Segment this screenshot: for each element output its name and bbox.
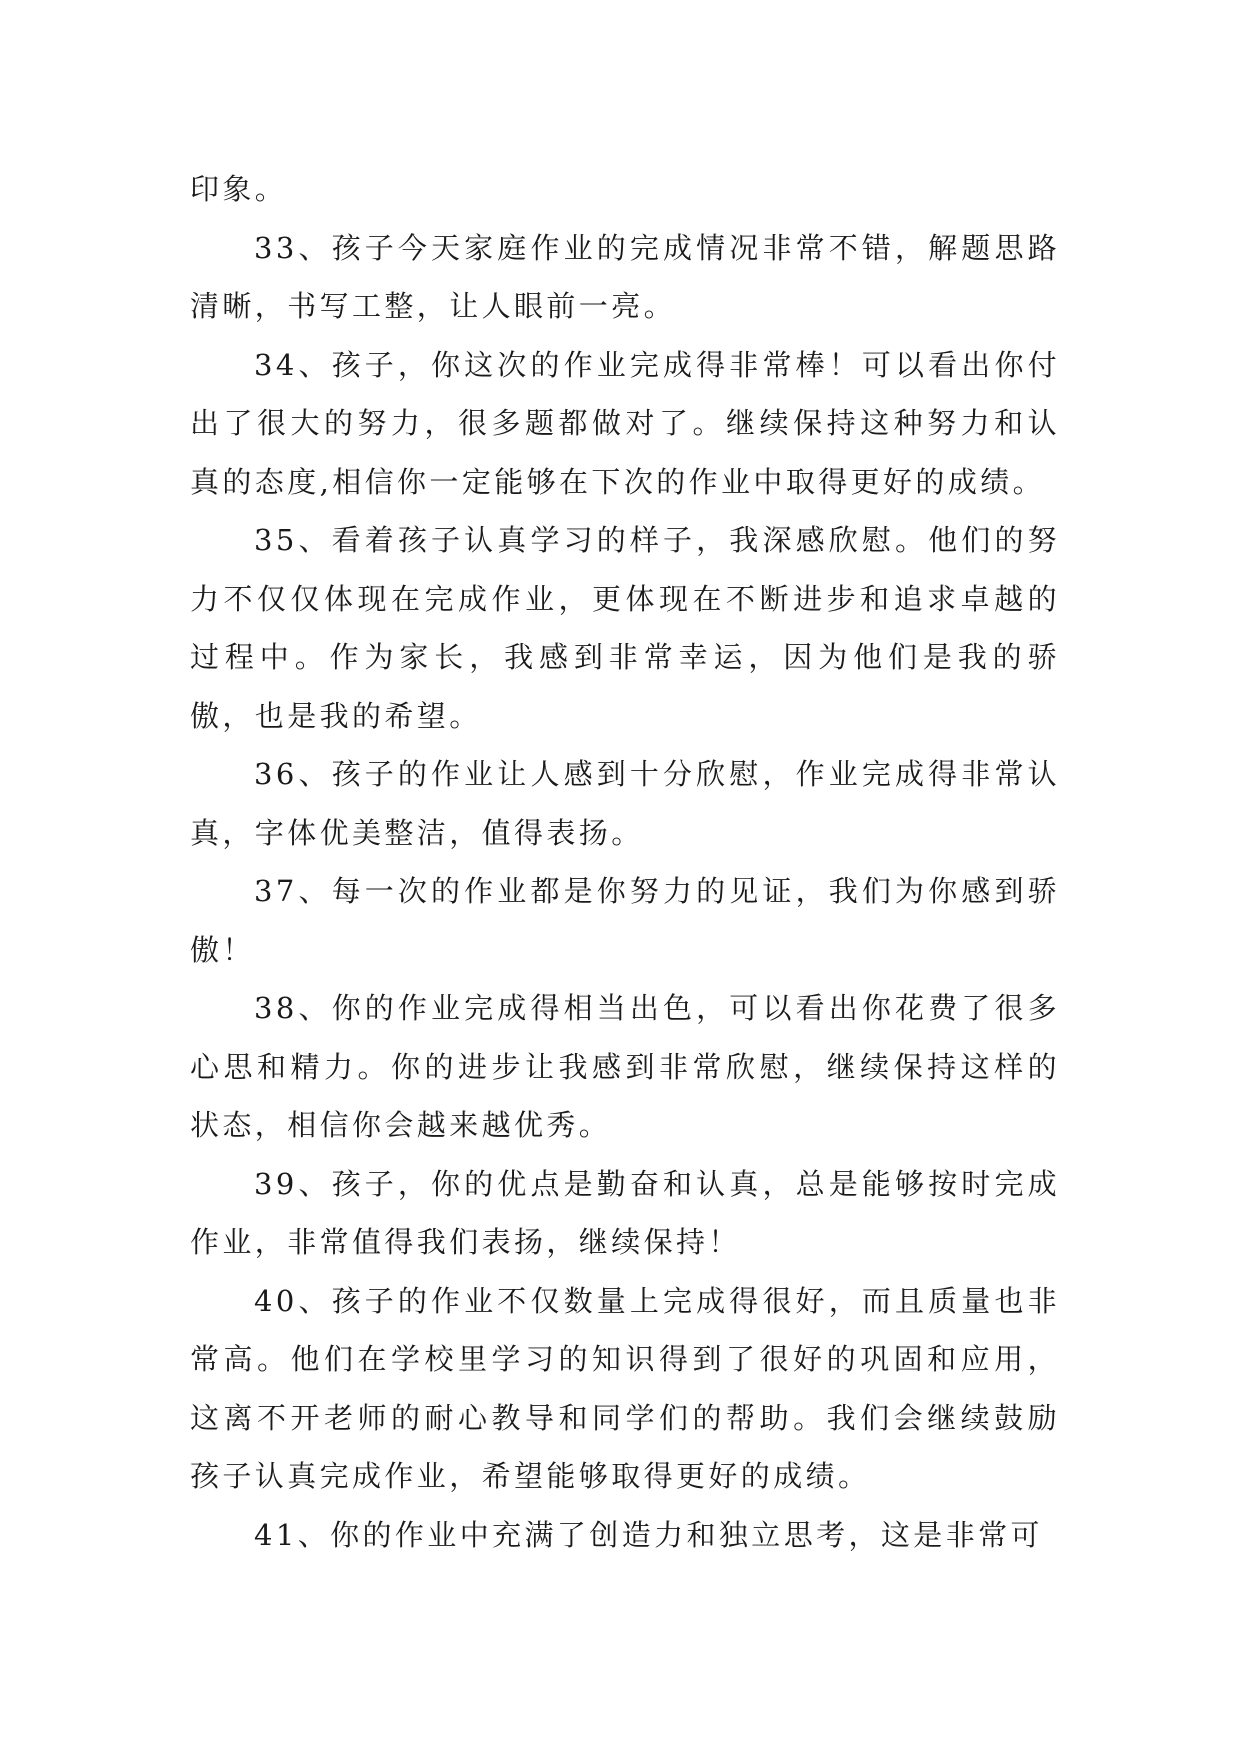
paragraph-item-38: 38、你的作业完成得相当出色，可以看出你花费了很多心思和精力。你的进步让我感到非常欣慰，继续保持这样的状态，相信你会越来越优秀。 (190, 991, 1060, 1142)
paragraph-item-41: 41、你的作业中充满了创造力和独立思考，这是非常可 (254, 1517, 1043, 1552)
paragraph-item-33: 33、孩子今天家庭作业的完成情况非常不错，解题思路清晰，书写工整，让人眼前一亮。 (190, 230, 1060, 323)
paragraph-item-34: 34、孩子，你这次的作业完成得非常棒！可以看出你付出了很大的努力，很多题都做对了。继续保持这种努力和认真的态度,相信你一定能够在下次的作业中取得更好的成绩。 (190, 347, 1060, 499)
paragraph-item-36: 36、孩子的作业让人感到十分欣慰，作业完成得非常认真，字体优美整洁，值得表扬。 (190, 757, 1060, 850)
paragraph-item-39: 39、孩子，你的优点是勤奋和认真，总是能够按时完成作业，非常值得我们表扬，继续保持！ (190, 1166, 1060, 1259)
paragraph-item-35: 35、看着孩子认真学习的样子，我深感欣慰。他们的努力不仅仅体现在完成作业，更体现在不断进步和追求卓越的过程中。作为家长，我感到非常幸运，因为他们是我的骄傲，也是我的希望。 (190, 523, 1060, 733)
paragraph-item-40: 40、孩子的作业不仅数量上完成得很好，而且质量也非常高。他们在学校里学习的知识得到了很好的巩固和应用，这离不开老师的耐心教导和同学们的帮助。我们会继续鼓励孩子认真完成作业，希望能够取得更好的成绩。 (190, 1283, 1060, 1493)
paragraph-item-37: 37、每一次的作业都是你努力的见证，我们为你感到骄傲！ (190, 874, 1060, 967)
document-body (190, 160, 1060, 1564)
paragraph-continuation: 印象。 (190, 172, 288, 206)
